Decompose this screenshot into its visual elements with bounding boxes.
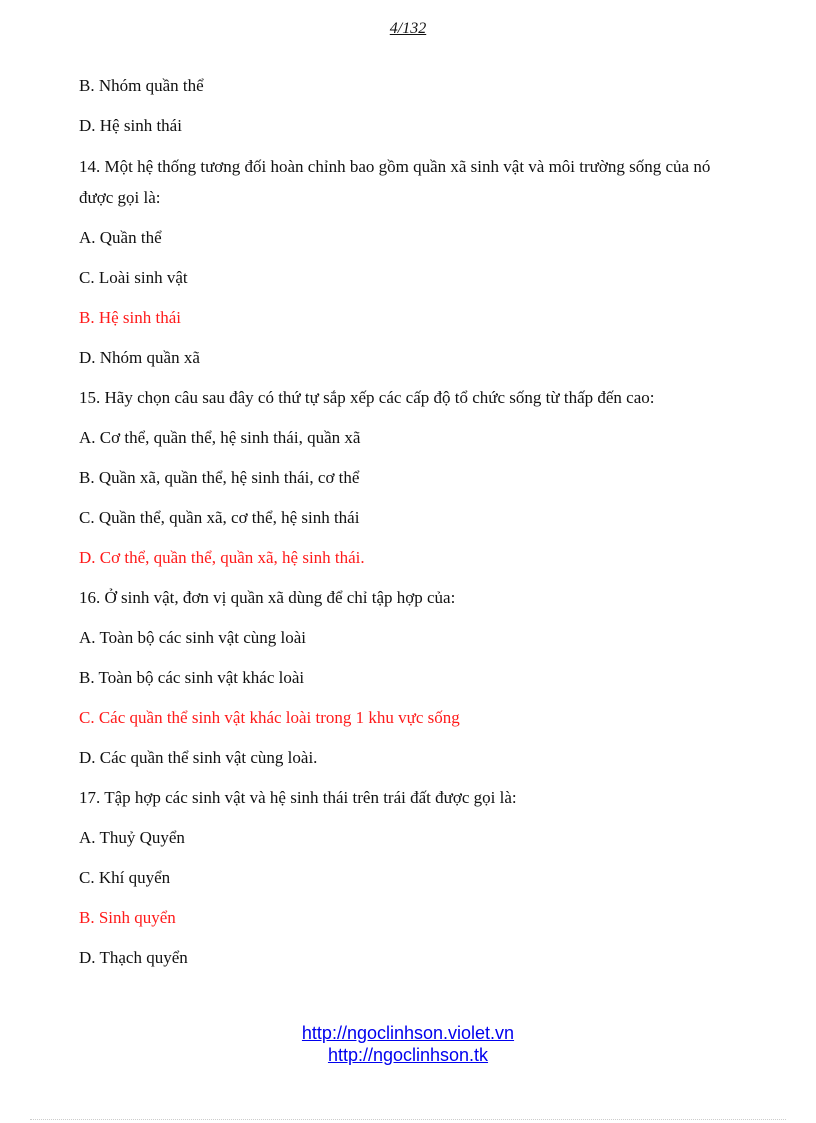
correct-answer: D. Cơ thể, quần thể, quần xã, hệ sinh thái. bbox=[79, 548, 365, 567]
footer-link-tk[interactable]: http://ngoclinhson.tk bbox=[327, 1045, 489, 1065]
option-line: D. Các quần thể sinh vật cùng loài. bbox=[79, 748, 318, 767]
question-15: 15. Hãy chọn câu sau đây có thứ tự sắp xếp các cấp độ tổ chức sống từ thấp đến cao: bbox=[79, 388, 655, 407]
question-16: 16. Ở sinh vật, đơn vị quần xã dùng để chỉ tập hợp của: bbox=[79, 588, 456, 607]
option-line: C. Loài sinh vật bbox=[79, 268, 188, 287]
option-line: A. Toàn bộ các sinh vật cùng loài bbox=[79, 628, 306, 647]
option-line: A. Cơ thể, quần thể, hệ sinh thái, quần xã bbox=[79, 428, 361, 447]
option-line: B. Quần xã, quần thể, hệ sinh thái, cơ thể bbox=[79, 468, 360, 487]
footer-link-violet[interactable]: http://ngoclinhson.violet.vn bbox=[301, 1023, 515, 1043]
question-content bbox=[79, 76, 744, 988]
option-line: B. Nhóm quần thể bbox=[79, 76, 204, 95]
option-line: A. Quần thể bbox=[79, 228, 162, 247]
page-number: 4/132 bbox=[389, 20, 427, 37]
footer-links bbox=[0, 1022, 816, 1066]
option-line: D. Nhóm quần xã bbox=[79, 348, 200, 367]
option-line: D. Hệ sinh thái bbox=[79, 116, 182, 135]
question-14: 14. Một hệ thống tương đối hoàn chỉnh bao gồm quần xã sinh vật và môi trường sống của nó được gọi là: bbox=[79, 157, 711, 207]
option-line: D. Thạch quyển bbox=[79, 948, 188, 967]
correct-answer: B. Hệ sinh thái bbox=[79, 308, 181, 327]
page-bottom-divider bbox=[30, 1119, 786, 1120]
option-line: C. Quần thể, quần xã, cơ thể, hệ sinh thái bbox=[79, 508, 360, 527]
question-17: 17. Tập hợp các sinh vật và hệ sinh thái trên trái đất được gọi là: bbox=[79, 788, 517, 807]
option-line: B. Toàn bộ các sinh vật khác loài bbox=[79, 668, 305, 687]
correct-answer: C. Các quần thể sinh vật khác loài trong 1 khu vực sống bbox=[79, 708, 460, 727]
option-line: A. Thuỷ Quyển bbox=[79, 828, 185, 847]
option-line: C. Khí quyển bbox=[79, 868, 171, 887]
correct-answer: B. Sinh quyển bbox=[79, 908, 176, 927]
